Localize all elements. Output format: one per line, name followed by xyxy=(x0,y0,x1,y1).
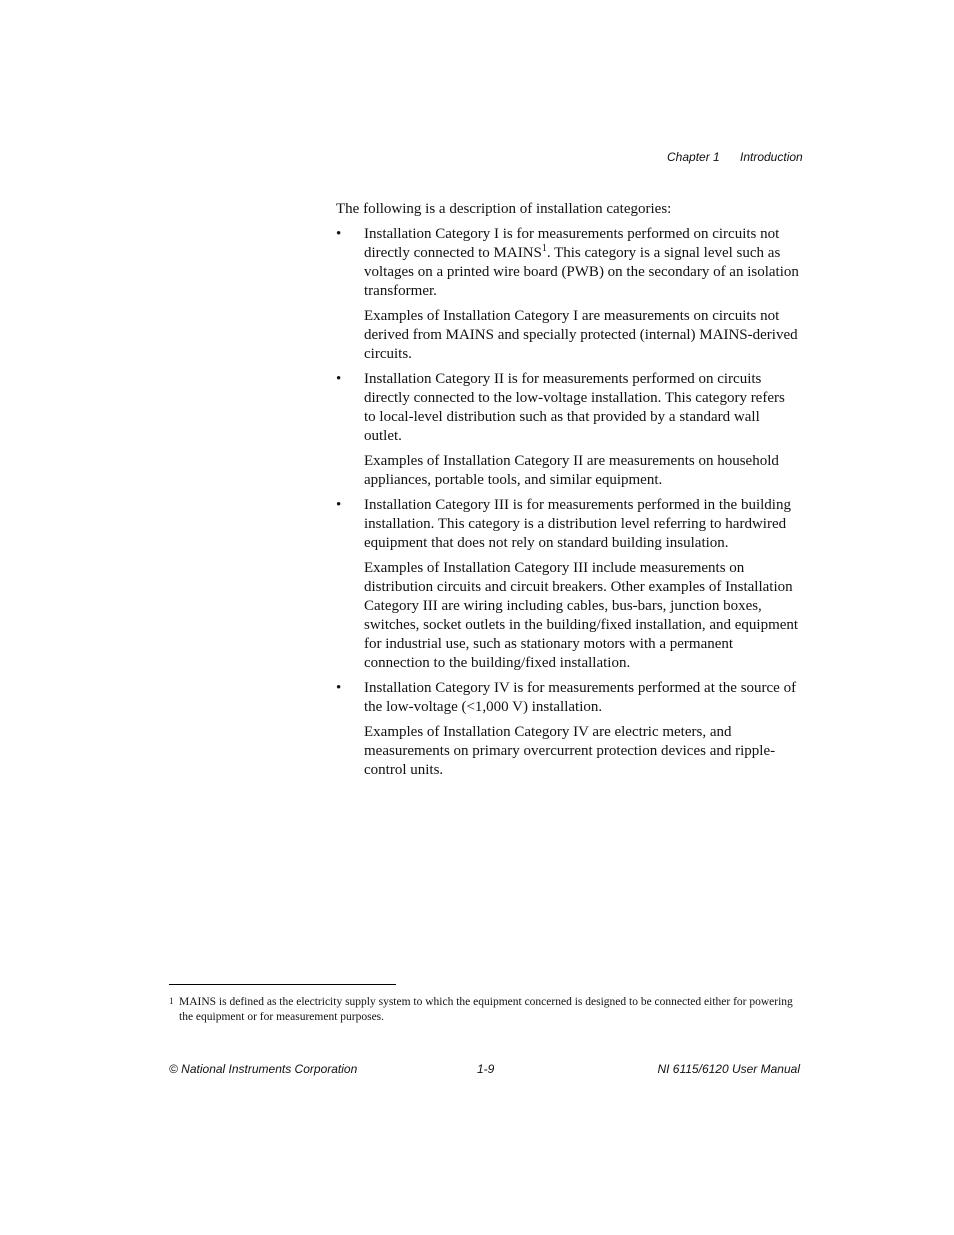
list-item-category-1 xyxy=(336,225,800,364)
intro-paragraph: The following is a description of installation categories: xyxy=(336,201,672,217)
footer-manual-title: NI 6115/6120 User Manual xyxy=(657,1062,800,1076)
category-3-examples: Examples of Installation Category III include measurements on distribution circuits and circuit breakers. Other examples of Installation Category III are wiring including cables, bus-bars, junction boxes, switches, socket outlets in the building/fixed installation, and equipment for industrial use, such as stationary motors with a permanent connection to the building/fixed installation. xyxy=(364,560,799,671)
list-item-category-4 xyxy=(336,679,800,780)
category-2-examples: Examples of Installation Category II are measurements on household appliances, portable tools, and similar equipment. xyxy=(364,453,779,488)
bullet-icon: • xyxy=(336,371,342,387)
bullet-icon: • xyxy=(336,680,342,696)
footnote xyxy=(169,995,799,1025)
category-1-examples: Examples of Installation Category I are measurements on circuits not derived from MAINS and specially protected (internal) MAINS-derived circuits. xyxy=(364,308,798,362)
category-1-description xyxy=(364,225,800,301)
category-4-description: Installation Category IV is for measurements performed at the source of the low-voltage (<1,000 V) installation. xyxy=(364,680,797,715)
header-title: Introduction xyxy=(740,150,803,164)
category-3-description: Installation Category III is for measurements performed in the building installation. This category is a distribution level referring to hardwired equipment that does not rely on standard building insulation. xyxy=(364,497,791,551)
list-item-category-3 xyxy=(336,496,800,673)
footnote-ref: 1 xyxy=(541,243,547,254)
category-4-examples: Examples of Installation Category IV are electric meters, and measurements on primary overcurrent protection devices and ripple-control units. xyxy=(364,724,776,778)
bullet-icon: • xyxy=(336,226,342,242)
footnote-number: 1 xyxy=(169,996,174,1006)
category-2-description: Installation Category II is for measurements performed on circuits directly connected to the low-voltage installation. This category refers to local-level distribution such as that provided by a standard wall outlet. xyxy=(364,371,785,444)
footer-copyright: © National Instruments Corporation xyxy=(169,1062,358,1076)
main-body xyxy=(336,200,800,786)
footnote-divider xyxy=(169,984,396,985)
category-1-text-a: Installation Category I is for measurements performed on circuits not directly connected to MAINS xyxy=(364,226,780,261)
header-chapter: Chapter 1 xyxy=(667,150,720,164)
bullet-icon: • xyxy=(336,497,342,513)
list-item-category-2 xyxy=(336,370,800,490)
footnote-text: MAINS is defined as the electricity supply system to which the equipment concerned is designed to be connected either for powering the equipment or for measurement purposes. xyxy=(179,996,793,1023)
category-1-text-b: . This category is a signal level such as voltages on a printed wire board (PWB) on the secondary of an isolation transformer. xyxy=(364,245,799,299)
installation-category-list xyxy=(336,225,800,780)
footer-page-number: 1-9 xyxy=(477,1062,495,1076)
